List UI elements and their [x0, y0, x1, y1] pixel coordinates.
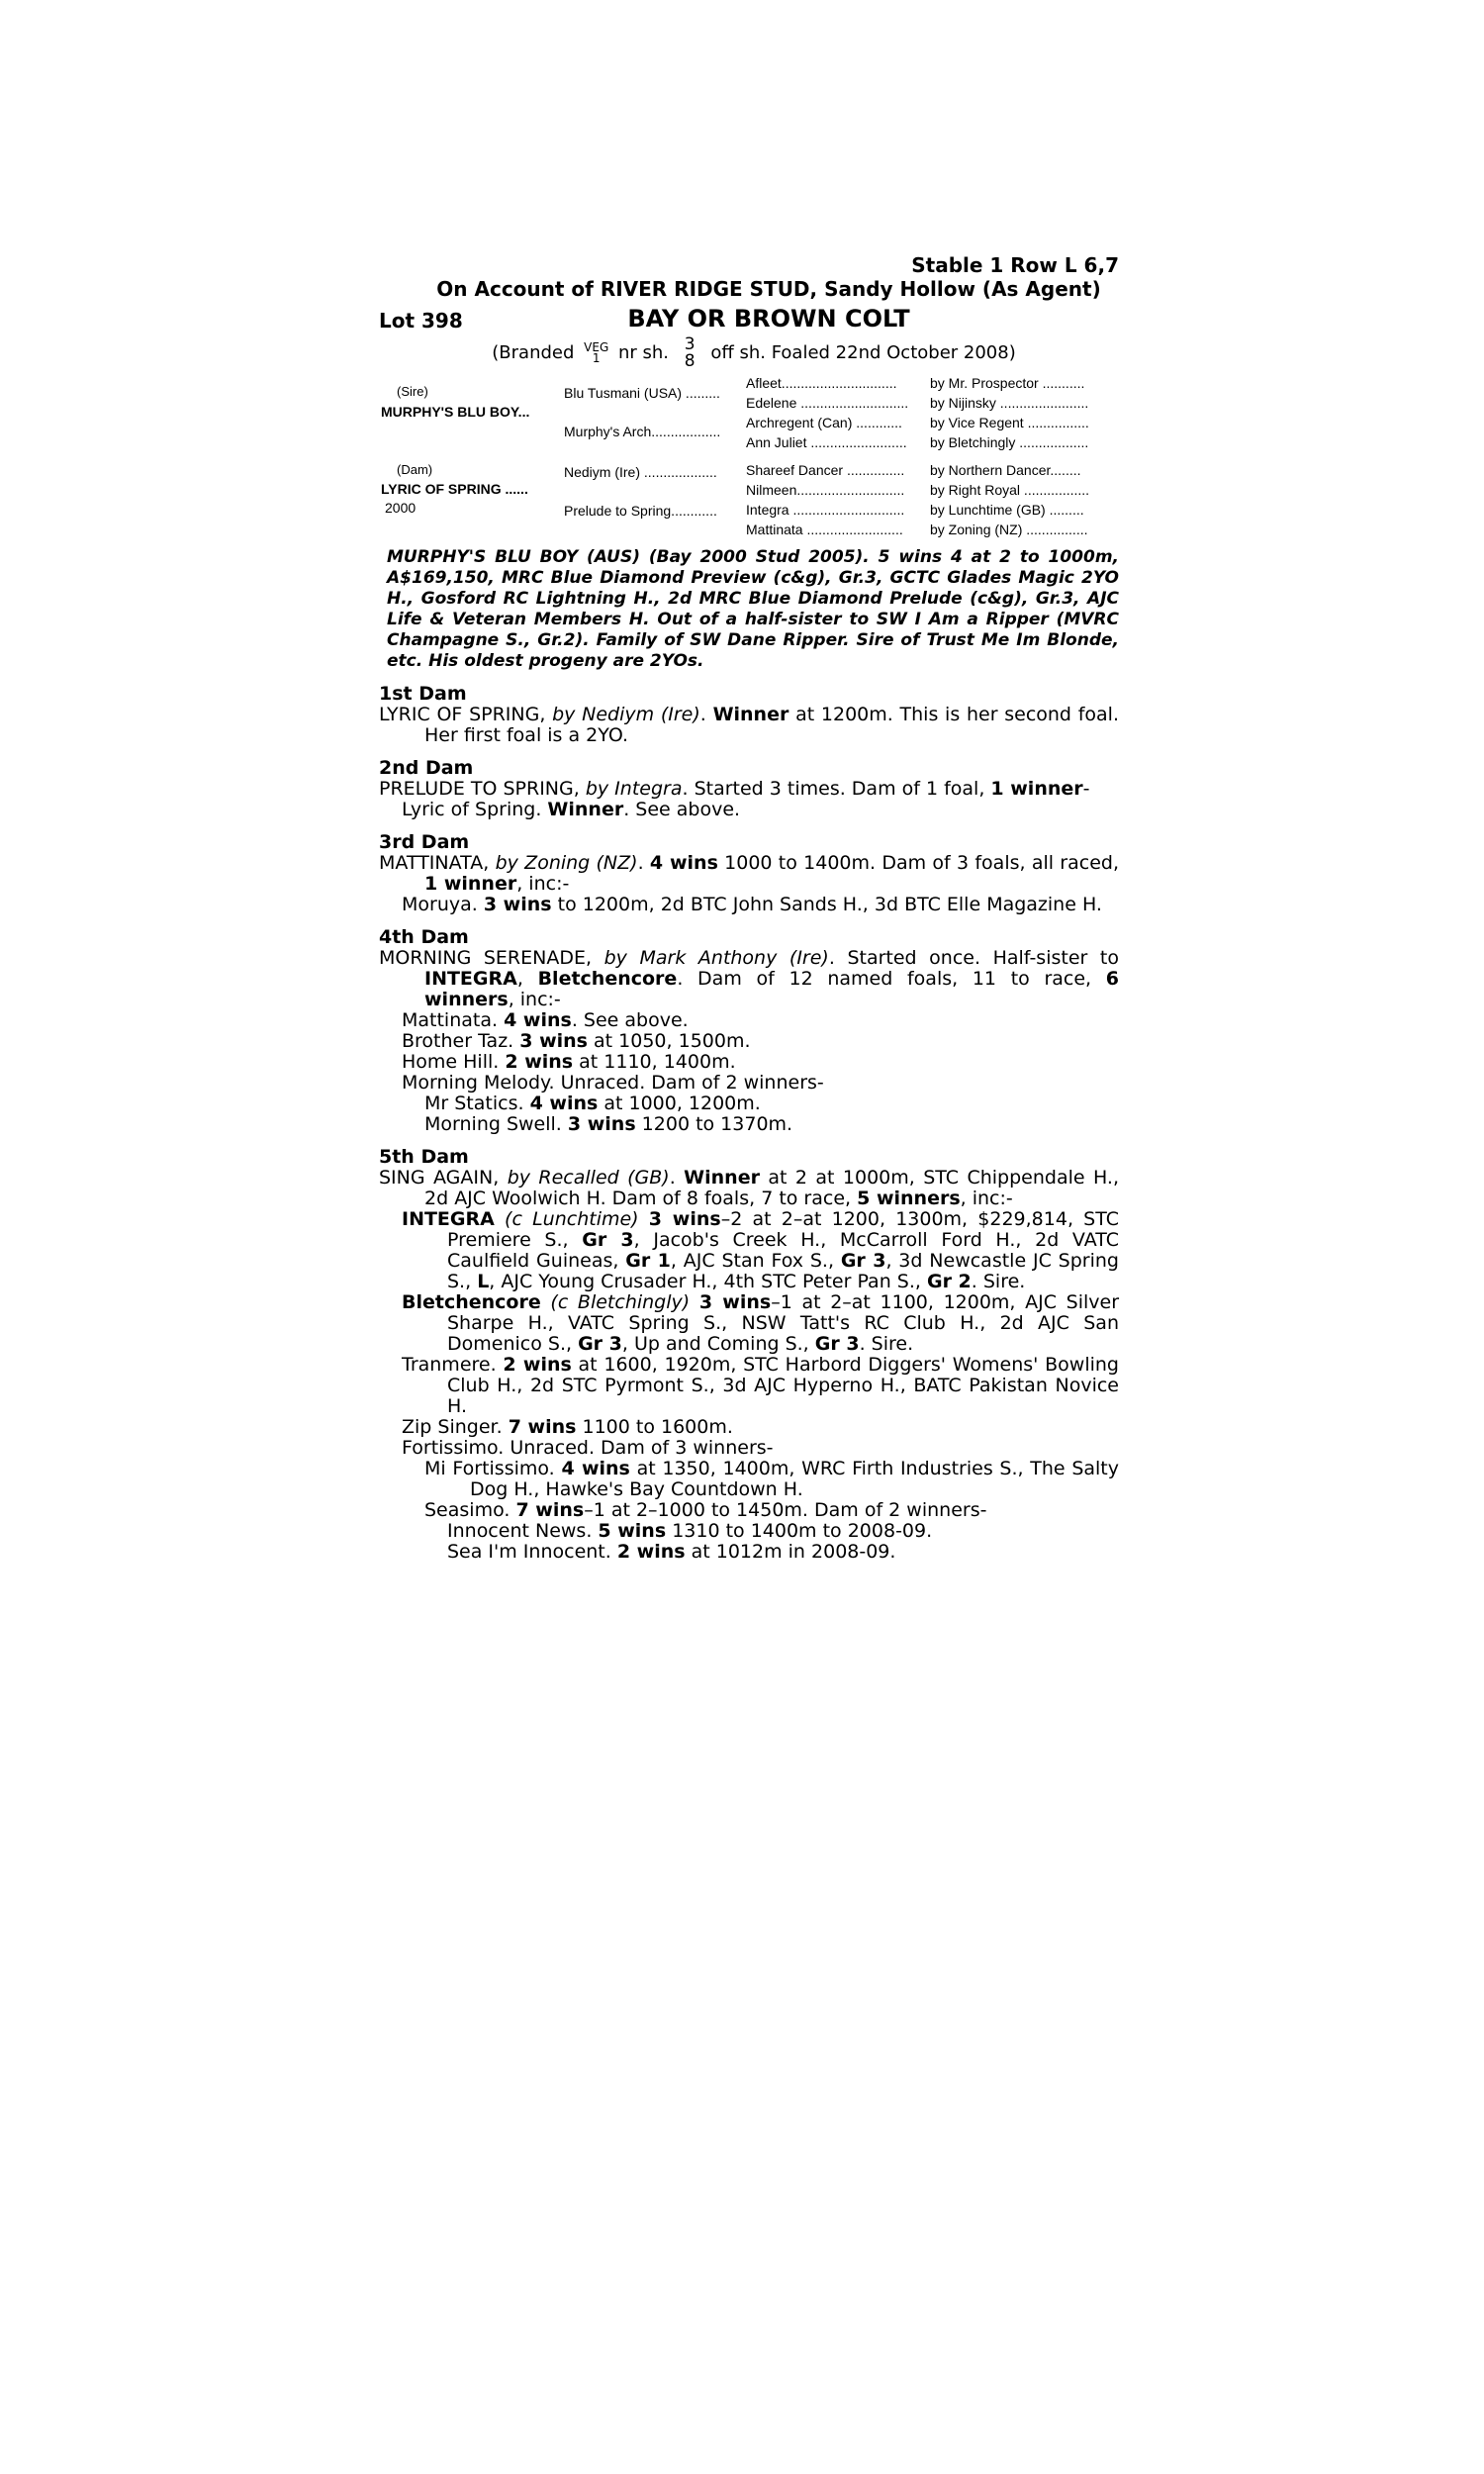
pedigree-g3-7: Integra ............................. [746, 502, 905, 518]
entry-text: 5 wins [598, 1520, 667, 1542]
entry-text: L [477, 1271, 490, 1292]
entry-text: . [699, 704, 713, 725]
pedigree-g4-8: by Zoning (NZ) ................ [930, 522, 1088, 537]
pedigree-entry [379, 948, 1119, 1010]
pedigree-g3-8: Mattinata ......................... [746, 522, 903, 537]
entry-text: at 1050, 1500m. [588, 1030, 751, 1052]
dam-heading: 3rd Dam [379, 831, 470, 853]
entry-text: . Sire. [971, 1271, 1026, 1292]
catalogue-page [379, 253, 1119, 1563]
entry-text: . Started 3 times. Dam of 1 foal, [682, 778, 991, 800]
entry-text: Fortissimo. Unraced. Dam of 3 winners- [402, 1437, 774, 1459]
pedigree-entry [379, 1094, 1119, 1114]
entry-text [495, 1208, 505, 1230]
entry-text: . Sire. [859, 1333, 914, 1355]
entry-text: Seasimo. [424, 1499, 516, 1521]
brand-number-bottom: 8 [684, 351, 696, 371]
entry-text: . See above. [623, 799, 741, 820]
pedigree-entry [379, 1459, 1119, 1500]
entry-text: –2 at 2–at 1200, 1300m, $229,814, STC Premiere S., [447, 1208, 1119, 1251]
entry-text: (c Bletchingly) [550, 1291, 691, 1313]
pedigree-g4-5: by Northern Dancer........ [930, 462, 1081, 478]
entry-text: 3 wins [483, 894, 552, 915]
pedigree-g3-2: Edelene ............................ [746, 395, 909, 411]
entry-text: , 3d Newcastle JC Spring S., [447, 1250, 1119, 1292]
entry-text: 3 wins [648, 1208, 721, 1230]
lot-row [379, 305, 1119, 334]
entry-text: by Integra [585, 778, 683, 800]
entry-text: Bletchencore [402, 1291, 541, 1313]
entry-text: 5 winners [857, 1188, 961, 1209]
pedigree-g4-3: by Vice Regent ................ [930, 415, 1089, 430]
pedigree-entry [379, 1114, 1119, 1135]
entry-text: , inc:- [960, 1188, 1013, 1209]
lot-title: BAY OR BROWN COLT [627, 305, 910, 333]
entry-text: INTEGRA [424, 968, 517, 990]
entry-text: , [516, 968, 538, 990]
entry-text: at 1000, 1200m. [598, 1093, 761, 1114]
dam-year: 2000 [385, 500, 417, 516]
entry-text: , AJC Stan Fox S., [670, 1250, 841, 1272]
entry-text [541, 1291, 551, 1313]
entry-text: PRELUDE TO SPRING, [379, 778, 586, 800]
vendor-account: On Account of RIVER RIDGE STUD, Sandy Hollow (As Agent) [436, 277, 1101, 301]
dam-section [379, 927, 1119, 1135]
entry-text: at 1110, 1400m. [573, 1051, 736, 1073]
entry-text: Winner [712, 704, 789, 725]
entry-text: , AJC Young Crusader H., 4th STC Peter Pan S., [489, 1271, 927, 1292]
entry-text: 6 winners [424, 968, 1119, 1010]
pedigree-entry [379, 1417, 1119, 1438]
entry-text: 2 wins [616, 1541, 686, 1563]
entry-text: , inc:- [508, 989, 561, 1010]
dam-name: LYRIC OF SPRING ...... [381, 481, 528, 497]
brand-mark-bottom: 1 [592, 351, 601, 365]
entry-text: , inc:- [516, 873, 570, 895]
entry-text: 1310 to 1400m to 2008-09. [666, 1520, 933, 1542]
entry-text: INTEGRA [402, 1208, 495, 1230]
entry-text: at 1200m. This is her second foal. Her first foal is a 2YO. [424, 704, 1119, 746]
pedigree-entry [379, 800, 1119, 820]
pedigree-g4-2: by Nijinsky ....................... [930, 395, 1089, 411]
entry-text: 4 wins [649, 852, 718, 874]
pedigree-g4-1: by Mr. Prospector ........... [930, 375, 1085, 391]
pedigree-entry [379, 1052, 1119, 1073]
entry-text: 1 winner [424, 873, 517, 895]
pedigree-entry [379, 779, 1119, 800]
entry-text: at 1012m in 2008-09. [685, 1541, 896, 1563]
entry-text: . Started once. Half-sister to [828, 947, 1119, 969]
entry-text: 2 wins [503, 1354, 572, 1376]
pedigree-g2-3: Nediym (Ire) ................... [564, 464, 717, 480]
entry-text [639, 1208, 649, 1230]
entry-text: 1100 to 1600m. [576, 1416, 733, 1438]
brand-near-side: nr sh. [617, 342, 670, 363]
stable-location: Stable 1 Row L 6,7 [911, 253, 1119, 277]
entry-text: at 1600, 1920m, STC Harbord Diggers' Womens' Bowling Club H., 2d STC Pyrmont S., 3d AJC Hyperno H., BATC Pakistan Novice H. [447, 1354, 1119, 1417]
dam-section [379, 1147, 1119, 1563]
pedigree-g2-2: Murphy's Arch.................. [564, 424, 721, 439]
entry-text: Mattinata. [402, 1009, 505, 1031]
entry-text: to 1200m, 2d BTC John Sands H., 3d BTC Elle Magazine H. [551, 894, 1102, 915]
pedigree-entry [379, 1010, 1119, 1031]
entry-text: Mr Statics. [424, 1093, 530, 1114]
entry-text: 1 winner [990, 778, 1083, 800]
dam-sections [379, 684, 1119, 1563]
pedigree-g4-4: by Bletchingly .................. [930, 434, 1089, 450]
brand-mark [584, 342, 608, 364]
entry-text: by Mark Anthony (Ire) [603, 947, 829, 969]
entry-text: at 1350, 1400m, WRC Firth Industries S., The Salty Dog H., Hawke's Bay Countdown H. [470, 1458, 1120, 1500]
sire-tag: (Sire) [397, 384, 428, 399]
pedigree-g2-1: Blu Tusmani (USA) ......... [564, 385, 720, 401]
dam-heading: 4th Dam [379, 926, 469, 948]
brand-number [685, 336, 696, 370]
pedigree-entry [379, 1542, 1119, 1563]
entry-text: Home Hill. [402, 1051, 506, 1073]
entry-text: , Jacob's Creek H., McCarroll Ford H., 2d VATC Caulfield Guineas, [447, 1229, 1119, 1272]
dam-section [379, 684, 1119, 746]
pedigree-entry [379, 1500, 1119, 1521]
entry-text: Gr 3 [582, 1229, 634, 1251]
entry-text: 3 wins [519, 1030, 588, 1052]
entry-text: Gr 1 [625, 1250, 671, 1272]
entry-text: 7 wins [508, 1416, 577, 1438]
dam-heading: 5th Dam [379, 1146, 469, 1168]
entry-text: 4 wins [504, 1009, 572, 1031]
entry-text: –1 at 2–1000 to 1450m. Dam of 2 winners- [584, 1499, 987, 1521]
pedigree-entry [379, 895, 1119, 915]
entry-text: Tranmere. [402, 1354, 504, 1376]
pedigree-g3-1: Afleet.............................. [746, 375, 897, 391]
pedigree-entry [379, 1073, 1119, 1094]
entry-text: Lyric of Spring. [402, 799, 548, 820]
pedigree-entry [379, 1355, 1119, 1417]
entry-text: - [1082, 778, 1090, 800]
pedigree-g3-5: Shareef Dancer ............... [746, 462, 905, 478]
entry-text: by Recalled (GB) [507, 1167, 670, 1189]
pedigree-g3-6: Nilmeen............................ [746, 482, 905, 498]
entry-text: Innocent News. [447, 1520, 599, 1542]
entry-text: Bletchencore [537, 968, 678, 990]
entry-text: MATTINATA, [379, 852, 496, 874]
entry-text: 1200 to 1370m. [635, 1113, 793, 1135]
pedigree-g2-4: Prelude to Spring............ [564, 503, 717, 519]
pedigree-entry [379, 1168, 1119, 1209]
entry-text [690, 1291, 699, 1313]
pedigree-g4-6: by Right Royal ................. [930, 482, 1090, 498]
pedigree-entry [379, 1292, 1119, 1355]
entry-text: Gr 3 [814, 1333, 860, 1355]
brand-number-top: 3 [684, 334, 696, 354]
entry-text: Gr 2 [926, 1271, 972, 1292]
entry-text: by Zoning (NZ) [495, 852, 638, 874]
entry-text: MORNING SERENADE, [379, 947, 604, 969]
entry-text: Brother Taz. [402, 1030, 520, 1052]
dam-heading: 1st Dam [379, 683, 467, 705]
entry-text: Winner [547, 799, 624, 820]
brand-open: (Branded [492, 342, 575, 363]
entry-text: LYRIC OF SPRING, [379, 704, 553, 725]
entry-text: Gr 3 [578, 1333, 622, 1355]
entry-text: 2 wins [505, 1051, 574, 1073]
pedigree-entry [379, 1031, 1119, 1052]
pedigree-g3-4: Ann Juliet ......................... [746, 434, 907, 450]
entry-text: by Nediym (Ire) [552, 704, 700, 725]
entry-text: 3 wins [698, 1291, 772, 1313]
entry-text: 3 wins [567, 1113, 636, 1135]
entry-text: –1 at 2–at 1100, 1200m, AJC Silver Sharpe H., VATC Spring S., NSW Tatt's RC Club H., 2d AJC San Domenico S., [447, 1291, 1120, 1355]
entry-text: at 2 at 1000m, STC Chippendale H., 2d AJC Woolwich H. Dam of 8 foals, 7 to race, [424, 1167, 1120, 1209]
entry-text: . See above. [571, 1009, 689, 1031]
dam-heading: 2nd Dam [379, 757, 474, 779]
entry-text: Gr 3 [840, 1250, 886, 1272]
brand-mark-top: VEG [584, 340, 609, 354]
sire-description: MURPHY'S BLU BOY (AUS) (Bay 2000 Stud 2005). 5 wins 4 at 2 to 1000m, A$169,150, MRC Blue Diamond Preview (c&g), Gr.3, GCTC Glades Magic 2YO H., Gosford RC Lightning H., 2d MRC Blue Diamond Prelude (c&g), Gr.3, AJC Life & Veteran Members H. Out of a half-sister to SW I Am a Ripper (MVRC Champagne S., Gr.2). Family of SW Dane Ripper. Sire of Trust Me Im Blonde, etc. His oldest progeny are 2YOs. [387, 547, 1119, 671]
entry-text: 4 wins [529, 1093, 599, 1114]
entry-text: 7 wins [515, 1499, 585, 1521]
entry-text: . [669, 1167, 685, 1189]
entry-text: (c Lunchtime) [505, 1208, 639, 1230]
pedigree-entry [379, 1209, 1119, 1292]
pedigree-table [379, 372, 1119, 545]
entry-text: . Dam of 12 named foals, 11 to race, [677, 968, 1106, 990]
entry-text: Mi Fortissimo. [424, 1458, 562, 1479]
pedigree-entry [379, 1438, 1119, 1459]
entry-text: Winner [684, 1167, 760, 1189]
brand-close: off sh. Foaled 22nd October 2008) [710, 342, 1016, 363]
dam-section [379, 758, 1119, 820]
sire-name: MURPHY'S BLU BOY... [381, 404, 530, 420]
entry-text: 4 wins [561, 1458, 630, 1479]
entry-text: Moruya. [402, 894, 484, 915]
entry-text: Sea I'm Innocent. [447, 1541, 617, 1563]
entry-text: . [637, 852, 650, 874]
entry-text: SING AGAIN, [379, 1167, 508, 1189]
entry-text: Morning Melody. Unraced. Dam of 2 winners- [402, 1072, 824, 1094]
dam-section [379, 832, 1119, 915]
brand-line [379, 336, 1119, 370]
pedigree-entry [379, 705, 1119, 746]
entry-text: Morning Swell. [424, 1113, 568, 1135]
dam-tag: (Dam) [397, 462, 433, 477]
pedigree-g4-7: by Lunchtime (GB) ......... [930, 502, 1084, 518]
entry-text: Zip Singer. [402, 1416, 509, 1438]
entry-text: 1000 to 1400m. Dam of 3 foals, all raced, [717, 852, 1119, 874]
pedigree-entry [379, 853, 1119, 895]
lot-number: Lot 398 [379, 309, 463, 333]
entry-text: , Up and Coming S., [621, 1333, 815, 1355]
pedigree-entry [379, 1521, 1119, 1542]
pedigree-g3-3: Archregent (Can) ............ [746, 415, 902, 430]
